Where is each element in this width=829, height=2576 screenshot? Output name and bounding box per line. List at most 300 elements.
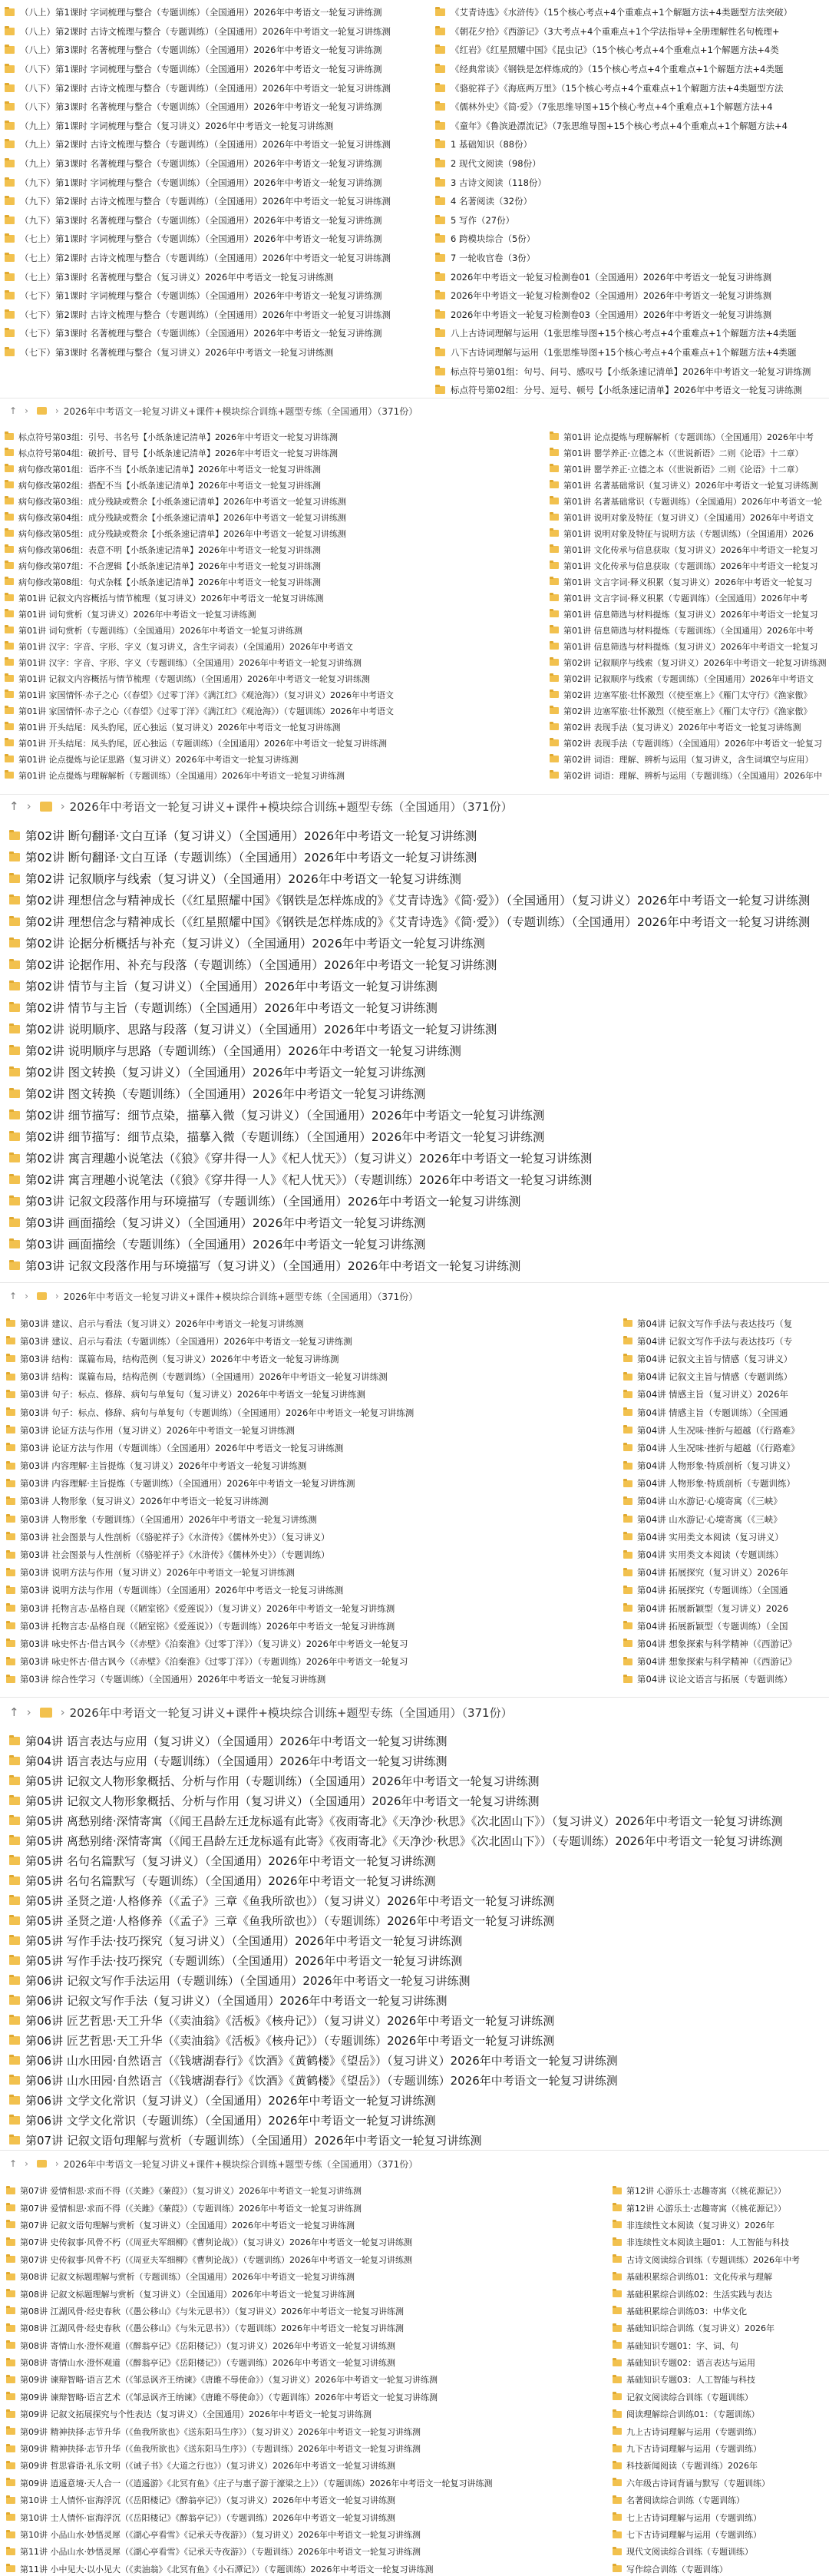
list-item[interactable] — [550, 686, 829, 703]
file-icon — [9, 1262, 20, 1270]
list-item[interactable] — [5, 286, 429, 306]
file-icon — [623, 1605, 632, 1612]
file-icon — [5, 594, 14, 601]
list-item[interactable] — [623, 1617, 829, 1635]
list-item[interactable] — [613, 2406, 829, 2422]
list-item[interactable] — [6, 2354, 610, 2371]
list-item[interactable] — [550, 590, 829, 606]
file-icon — [5, 197, 15, 205]
list-item[interactable] — [5, 211, 429, 230]
file-name: 病句修改第06组：表意不明【小纸条速记清单】2026年中考语文一轮复习讲练测 — [18, 544, 321, 555]
list-item[interactable] — [550, 638, 829, 654]
file-name: 第05讲 离愁别绪·深情寄寓（《闻王昌龄左迁龙标遥有此寄》《夜雨寄北》《天净沙·秋思》《次北固山下》）（专题训练）2026年中考语文一轮复习讲练测 — [25, 1834, 783, 1848]
list-item[interactable] — [435, 192, 829, 211]
list-item[interactable] — [9, 1255, 829, 1276]
list-item[interactable] — [5, 751, 543, 767]
list-item[interactable] — [613, 2182, 829, 2199]
list-item[interactable] — [550, 767, 829, 783]
list-item[interactable] — [613, 2508, 829, 2525]
file-icon — [9, 1068, 20, 1076]
list-item[interactable] — [5, 428, 543, 445]
list-item[interactable] — [550, 654, 829, 670]
file-icon — [623, 1622, 632, 1629]
breadcrumb-folder-label[interactable]: 2026年中考语文一轮复习讲义+课件+模块综合训练+题型专练（全国通用）（371份） — [69, 799, 513, 814]
list-item[interactable] — [5, 477, 543, 493]
list-item[interactable] — [435, 306, 829, 325]
file-icon — [9, 2076, 20, 2085]
list-item[interactable] — [6, 1635, 616, 1652]
file-icon — [623, 1533, 632, 1540]
list-item[interactable] — [9, 1731, 829, 1751]
list-item[interactable] — [550, 606, 829, 622]
list-item[interactable] — [6, 2234, 610, 2250]
file-icon — [5, 433, 14, 440]
list-item[interactable] — [623, 1332, 829, 1350]
file-name: 基础知识专题03：人工智能与科技 — [626, 2375, 755, 2386]
list-item[interactable] — [6, 1368, 616, 1386]
list-item[interactable] — [9, 868, 829, 889]
list-item[interactable] — [6, 2492, 610, 2508]
list-item[interactable] — [9, 2110, 829, 2130]
list-item[interactable] — [435, 324, 829, 343]
list-item[interactable] — [9, 889, 829, 911]
list-item[interactable] — [9, 1950, 829, 1970]
file-icon — [5, 578, 14, 585]
file-list-column — [5, 428, 543, 794]
list-item[interactable] — [435, 78, 829, 98]
list-item[interactable] — [550, 622, 829, 638]
file-icon — [5, 292, 15, 299]
list-item[interactable] — [435, 362, 829, 381]
list-item[interactable] — [5, 98, 429, 117]
list-item[interactable] — [623, 1457, 829, 1475]
list-item[interactable] — [6, 1582, 616, 1599]
list-item[interactable] — [6, 1421, 616, 1439]
file-name: 4 名著阅读（32份） — [451, 196, 533, 207]
list-item[interactable] — [550, 428, 829, 445]
list-item[interactable] — [5, 230, 429, 249]
file-icon — [550, 610, 559, 617]
list-item[interactable] — [5, 622, 543, 638]
list-item[interactable] — [435, 60, 829, 79]
list-item[interactable] — [623, 1439, 829, 1457]
file-name: 六年级古诗词背诵与默写（专题训练） — [626, 2478, 770, 2488]
breadcrumb-folder-label[interactable]: 2026年中考语文一轮复习讲义+课件+模块综合训练+题型专练（全国通用）（371份） — [69, 1705, 513, 1720]
file-icon — [435, 349, 445, 356]
list-item[interactable] — [550, 541, 829, 557]
list-item[interactable] — [9, 2130, 829, 2150]
list-item[interactable] — [435, 343, 829, 362]
list-item[interactable] — [5, 41, 429, 60]
list-item[interactable] — [5, 654, 543, 670]
list-item[interactable] — [9, 1990, 829, 2010]
list-item[interactable] — [5, 22, 429, 41]
file-name: 第07讲 记叙文语句理解与赏析（专题训练）（全国通用）2026年中考语文一轮复习讲练测 — [25, 2133, 482, 2148]
list-item[interactable] — [435, 267, 829, 286]
list-item[interactable] — [5, 306, 429, 325]
list-item[interactable] — [5, 509, 543, 525]
up-arrow-icon[interactable]: ↑ — [9, 2158, 18, 2169]
file-name: 第02讲 论据分析概括与补充（复习讲义）（全国通用）2026年中考语文一轮复习讲练测 — [25, 937, 485, 951]
file-icon — [9, 961, 20, 969]
list-item[interactable] — [613, 2422, 829, 2439]
file-icon — [550, 498, 559, 504]
list-item[interactable] — [6, 1564, 616, 1582]
breadcrumb-folder-label[interactable] — [60, 0, 370, 1]
breadcrumb-folder-label[interactable]: 2026年中考语文一轮复习讲义+课件+模块综合训练+题型专练（全国通用）（371份） — [63, 1291, 418, 1302]
list-item[interactable] — [613, 2320, 829, 2336]
file-name: 第03讲 句子：标点、修辞、病句与单复句（复习讲义）2026年中考语文一轮复习讲练测 — [20, 1389, 366, 1400]
list-item[interactable] — [9, 1970, 829, 1990]
file-name: （八下）第3课时 名著梳理与整合（专题训练）（全国通用）2026年中考语文一轮复习讲练测 — [20, 101, 382, 113]
list-item[interactable] — [6, 2422, 610, 2439]
list-item[interactable] — [623, 1314, 829, 1332]
list-item[interactable] — [9, 1040, 829, 1061]
file-icon — [613, 2359, 622, 2366]
list-item[interactable] — [5, 574, 543, 590]
list-item[interactable] — [5, 461, 543, 477]
list-item[interactable] — [435, 98, 829, 117]
list-item[interactable] — [9, 1771, 829, 1791]
list-item[interactable] — [623, 1510, 829, 1528]
file-icon — [435, 273, 445, 281]
list-item[interactable] — [435, 381, 829, 398]
list-item[interactable] — [613, 2285, 829, 2302]
list-item[interactable] — [613, 2234, 829, 2250]
file-name: （八下）第1课时 字词梳理与整合（专题训练）（全国通用）2026年中考语文一轮复习讲练测 — [20, 64, 382, 75]
list-item[interactable] — [5, 493, 543, 509]
list-item[interactable] — [613, 2354, 829, 2371]
list-item[interactable] — [6, 1653, 616, 1671]
list-item[interactable] — [9, 1810, 829, 1830]
list-item[interactable] — [5, 154, 429, 174]
list-item[interactable] — [435, 22, 829, 41]
list-item[interactable] — [623, 1368, 829, 1386]
list-item[interactable] — [5, 767, 543, 783]
list-item[interactable] — [5, 343, 429, 362]
file-icon — [5, 273, 15, 281]
list-item[interactable] — [5, 78, 429, 98]
file-icon — [623, 1552, 632, 1559]
file-icon — [9, 2056, 20, 2065]
file-name: 第04讲 拓展探究（专题训练）（全国通 — [637, 1585, 788, 1596]
list-item[interactable] — [5, 525, 543, 541]
list-item[interactable] — [5, 703, 543, 719]
list-item[interactable] — [6, 2440, 610, 2457]
file-name: 第08讲 记叙文标题理解与赏析（复习讲义）（全国通用）2026年中考语文一轮复习讲练测 — [20, 2289, 355, 2300]
list-item[interactable] — [6, 2320, 610, 2336]
list-item[interactable] — [550, 574, 829, 590]
file-name: 病句修改第01组：语序不当【小纸条速记清单】2026年中考语文一轮复习讲练测 — [18, 464, 321, 475]
list-item[interactable] — [6, 2371, 610, 2388]
list-item[interactable] — [550, 557, 829, 574]
file-icon — [6, 2204, 15, 2211]
list-item[interactable] — [613, 2199, 829, 2216]
file-icon — [9, 1154, 20, 1162]
file-name: 第03讲 画面描绘（复习讲义）（全国通用）2026年中考语文一轮复习讲练测 — [25, 1216, 426, 1230]
list-item[interactable] — [550, 461, 829, 477]
list-item[interactable] — [6, 1671, 616, 1688]
list-item[interactable] — [6, 2251, 610, 2268]
file-name: 第01讲 汉字：字音、字形、字义（专题训练）（全国通用）2026年中考语文一轮复习讲练测 — [18, 657, 362, 668]
list-item[interactable] — [9, 911, 829, 932]
list-item[interactable] — [6, 2543, 610, 2560]
list-item[interactable] — [623, 1671, 829, 1688]
list-item[interactable] — [9, 1212, 829, 1233]
list-item[interactable] — [6, 1332, 616, 1350]
list-item[interactable] — [613, 2217, 829, 2234]
list-item[interactable] — [5, 173, 429, 192]
list-item[interactable] — [9, 2030, 829, 2050]
file-list-column — [6, 2182, 610, 2576]
list-item[interactable] — [623, 1350, 829, 1367]
file-name: 第10讲 士人情怀·宦海浮沉（《岳阳楼记》《醉翁亭记》）（复习讲义）2026年中考语文一轮复习讲练测 — [20, 2495, 395, 2506]
list-item[interactable] — [9, 954, 829, 975]
file-icon — [5, 627, 14, 633]
file-name: 第10讲 士人情怀·宦海浮沉（《岳阳楼记》《醉翁亭记》）（专题训练）2026年中考语文一轮复习讲练测 — [20, 2512, 395, 2523]
list-item[interactable] — [6, 2508, 610, 2525]
list-item[interactable] — [5, 445, 543, 461]
file-icon — [6, 1427, 15, 1433]
up-arrow-icon[interactable]: ↑ — [9, 1705, 19, 1719]
list-item[interactable] — [9, 1791, 829, 1810]
list-item[interactable] — [9, 997, 829, 1018]
list-item[interactable] — [550, 509, 829, 525]
list-item[interactable] — [623, 1653, 829, 1671]
list-item[interactable] — [613, 2389, 829, 2406]
list-item[interactable] — [5, 557, 543, 574]
list-item[interactable] — [6, 1493, 616, 1510]
list-item[interactable] — [6, 1617, 616, 1635]
list-item[interactable] — [6, 2457, 610, 2474]
list-item[interactable] — [550, 719, 829, 735]
file-icon — [435, 254, 445, 262]
file-icon — [5, 122, 15, 130]
list-item[interactable] — [5, 267, 429, 286]
up-arrow-icon[interactable]: ↑ — [9, 405, 18, 416]
list-item[interactable] — [623, 1421, 829, 1439]
file-name: 古诗文阅读综合训练（专题训练）2026年中考 — [626, 2254, 800, 2265]
list-item[interactable] — [5, 735, 543, 751]
list-item[interactable] — [9, 1061, 829, 1083]
list-item[interactable] — [550, 703, 829, 719]
file-icon — [5, 179, 15, 187]
list-item[interactable] — [613, 2492, 829, 2508]
list-item[interactable] — [9, 1126, 829, 1147]
list-item[interactable] — [435, 211, 829, 230]
list-item[interactable] — [5, 590, 543, 606]
list-item[interactable] — [5, 686, 543, 703]
list-item[interactable] — [613, 2337, 829, 2354]
list-item[interactable] — [613, 2440, 829, 2457]
file-icon — [9, 1025, 20, 1033]
list-item[interactable] — [435, 173, 829, 192]
list-item[interactable] — [550, 751, 829, 767]
list-item[interactable] — [9, 1147, 829, 1169]
list-item[interactable] — [435, 117, 829, 136]
list-item[interactable] — [9, 2090, 829, 2110]
breadcrumb-folder-label[interactable]: 2026年中考语文一轮复习讲义+课件+模块综合训练+题型专练（全国通用）（371份） — [63, 405, 418, 417]
file-name: 2026年中考语文一轮复习检测卷01（全国通用）2026年中考语文一轮复习讲练测 — [451, 271, 772, 283]
list-item[interactable] — [435, 41, 829, 60]
list-item[interactable] — [435, 135, 829, 154]
list-item[interactable] — [5, 670, 543, 686]
list-item[interactable] — [613, 2457, 829, 2474]
list-item[interactable] — [613, 2543, 829, 2560]
folder-icon — [40, 802, 52, 812]
list-item[interactable] — [9, 2070, 829, 2090]
file-name: 第02讲 情节与主旨（专题训练）（全国通用）2026年中考语文一轮复习讲练测 — [25, 1001, 438, 1015]
list-item[interactable] — [550, 735, 829, 751]
file-icon — [550, 739, 559, 746]
list-item[interactable] — [6, 2389, 610, 2406]
list-item[interactable] — [550, 670, 829, 686]
file-icon — [9, 1111, 20, 1119]
list-item[interactable] — [623, 1546, 829, 1563]
list-item[interactable] — [623, 1404, 829, 1421]
up-arrow-icon[interactable]: ↑ — [9, 1291, 18, 1301]
list-item[interactable] — [9, 1751, 829, 1771]
list-item[interactable] — [435, 230, 829, 249]
list-item[interactable] — [613, 2251, 829, 2268]
list-item[interactable] — [623, 1582, 829, 1599]
list-item[interactable] — [9, 2010, 829, 2030]
list-item[interactable] — [5, 60, 429, 79]
file-name: 第04讲 人物形象·特质剖析（复习讲义） — [637, 1460, 795, 1472]
file-name: （七上）第2课时 古诗文梳理与整合（专题训练）（全国通用）2026年中考语文一轮复习讲练测 — [20, 253, 391, 264]
list-item[interactable] — [435, 249, 829, 268]
list-item[interactable] — [5, 117, 429, 136]
list-item[interactable] — [6, 1510, 616, 1528]
list-item[interactable] — [9, 1233, 829, 1255]
list-item[interactable] — [9, 1850, 829, 1870]
list-item[interactable] — [550, 493, 829, 509]
list-item[interactable] — [5, 135, 429, 154]
file-name: 第03讲 社会图景与人性剖析（《骆驼祥子》《水浒传》《儒林外史》）（专题训练） — [20, 1549, 330, 1561]
file-name: 第11讲 小品山水·妙悟灵犀（《湖心亭看雪》《记承天寺夜游》）（专题训练）2026年中考语文一轮复习讲练测 — [20, 2547, 421, 2558]
list-item[interactable] — [6, 2561, 610, 2576]
list-item[interactable] — [5, 249, 429, 268]
list-item[interactable] — [435, 286, 829, 306]
list-item[interactable] — [6, 2217, 610, 2234]
list-item[interactable] — [623, 1635, 829, 1652]
file-name: 第02讲 说明顺序、思路与段落（复习讲义）（全国通用）2026年中考语文一轮复习讲练测 — [25, 1023, 497, 1037]
list-item[interactable] — [5, 192, 429, 211]
list-item[interactable] — [613, 2526, 829, 2543]
list-item[interactable] — [6, 1599, 616, 1617]
list-item[interactable] — [623, 1493, 829, 1510]
file-name: 第01讲 记叙文内容概括与情节梳理（复习讲义）2026年中考语文一轮复习讲练测 — [18, 593, 324, 603]
list-item[interactable] — [6, 1457, 616, 1475]
file-name: 第03讲 论证方法与作用（复习讲义）2026年中考语文一轮复习讲练测 — [20, 1424, 296, 1436]
list-item[interactable] — [6, 2337, 610, 2354]
file-icon — [9, 982, 20, 990]
list-item[interactable] — [6, 2285, 610, 2302]
file-icon — [550, 659, 559, 666]
list-item[interactable] — [6, 2182, 610, 2199]
list-item[interactable] — [6, 2526, 610, 2543]
list-item[interactable] — [9, 1890, 829, 1910]
list-item[interactable] — [9, 1830, 829, 1850]
list-item[interactable] — [9, 846, 829, 868]
list-item[interactable] — [5, 719, 543, 735]
list-item[interactable] — [550, 477, 829, 493]
file-name: 第03讲 建议、启示与看法（复习讲义）2026年中考语文一轮复习讲练测 — [20, 1318, 304, 1329]
list-item[interactable] — [9, 1018, 829, 1040]
file-icon — [623, 1409, 632, 1416]
list-item[interactable] — [6, 1314, 616, 1332]
file-name: 第09讲 精神抉择·志节升华（《鱼我所欲也》《送东阳马生序》）（专题训练）2026年中考语文一轮复习讲练测 — [20, 2444, 421, 2455]
list-item[interactable] — [9, 1870, 829, 1890]
folder-icon — [40, 1708, 52, 1718]
list-item[interactable] — [9, 1104, 829, 1126]
file-icon — [5, 756, 14, 762]
list-item[interactable] — [6, 1546, 616, 1563]
file-name: 第03讲 结构：谋篇布局，结构范例（专题训练）（全国通用）2026年中考语文一轮复习讲练测 — [20, 1371, 388, 1383]
up-arrow-icon[interactable]: ↑ — [9, 799, 19, 813]
list-item[interactable] — [9, 2050, 829, 2070]
list-item[interactable] — [613, 2475, 829, 2492]
list-item[interactable] — [9, 1930, 829, 1950]
list-item[interactable] — [5, 541, 543, 557]
breadcrumb-folder-label[interactable]: 2026年中考语文一轮复习讲义+课件+模块综合训练+题型专练（全国通用）（371份） — [63, 2158, 418, 2170]
list-item[interactable] — [613, 2268, 829, 2285]
list-item[interactable] — [435, 3, 829, 22]
list-item[interactable] — [550, 445, 829, 461]
list-item[interactable] — [623, 1564, 829, 1582]
file-name: 2026年中考语文一轮复习检测卷03（全国通用）2026年中考语文一轮复习讲练测 — [451, 309, 772, 320]
list-item[interactable] — [550, 525, 829, 541]
list-item[interactable] — [6, 1386, 616, 1404]
file-icon — [435, 311, 445, 319]
file-name: 第03讲 咏史怀古·借古讽今（《赤壁》《泊秦淮》《过零丁洋》）（复习讲义）2026年中考语文一轮复习 — [20, 1638, 408, 1649]
file-icon — [9, 1757, 20, 1765]
list-item[interactable] — [9, 1169, 829, 1190]
list-item[interactable] — [623, 1528, 829, 1546]
list-item[interactable] — [623, 1386, 829, 1404]
list-item[interactable] — [9, 825, 829, 846]
file-icon — [6, 1658, 15, 1665]
list-item[interactable] — [6, 1439, 616, 1457]
file-icon — [5, 610, 14, 617]
list-item[interactable] — [5, 3, 429, 22]
list-item[interactable] — [613, 2371, 829, 2388]
list-item[interactable] — [6, 2406, 610, 2422]
list-item[interactable] — [5, 324, 429, 343]
list-item[interactable] — [9, 1190, 829, 1212]
list-item[interactable] — [5, 606, 543, 622]
list-item[interactable] — [623, 1475, 829, 1493]
list-item[interactable] — [9, 1083, 829, 1104]
list-item[interactable] — [6, 2475, 610, 2492]
list-item[interactable] — [6, 1404, 616, 1421]
list-item[interactable] — [435, 154, 829, 174]
list-item[interactable] — [9, 1910, 829, 1930]
list-item[interactable] — [623, 1599, 829, 1617]
list-item[interactable] — [613, 2303, 829, 2320]
list-item[interactable] — [6, 2303, 610, 2320]
list-item[interactable] — [9, 932, 829, 954]
list-item[interactable] — [6, 2199, 610, 2216]
file-icon — [550, 707, 559, 714]
list-item[interactable] — [613, 2561, 829, 2576]
list-item[interactable] — [6, 2268, 610, 2285]
list-item[interactable] — [6, 1350, 616, 1367]
list-item[interactable] — [9, 975, 829, 997]
list-item[interactable] — [5, 638, 543, 654]
list-item[interactable] — [6, 1475, 616, 1493]
list-item[interactable] — [6, 1528, 616, 1546]
